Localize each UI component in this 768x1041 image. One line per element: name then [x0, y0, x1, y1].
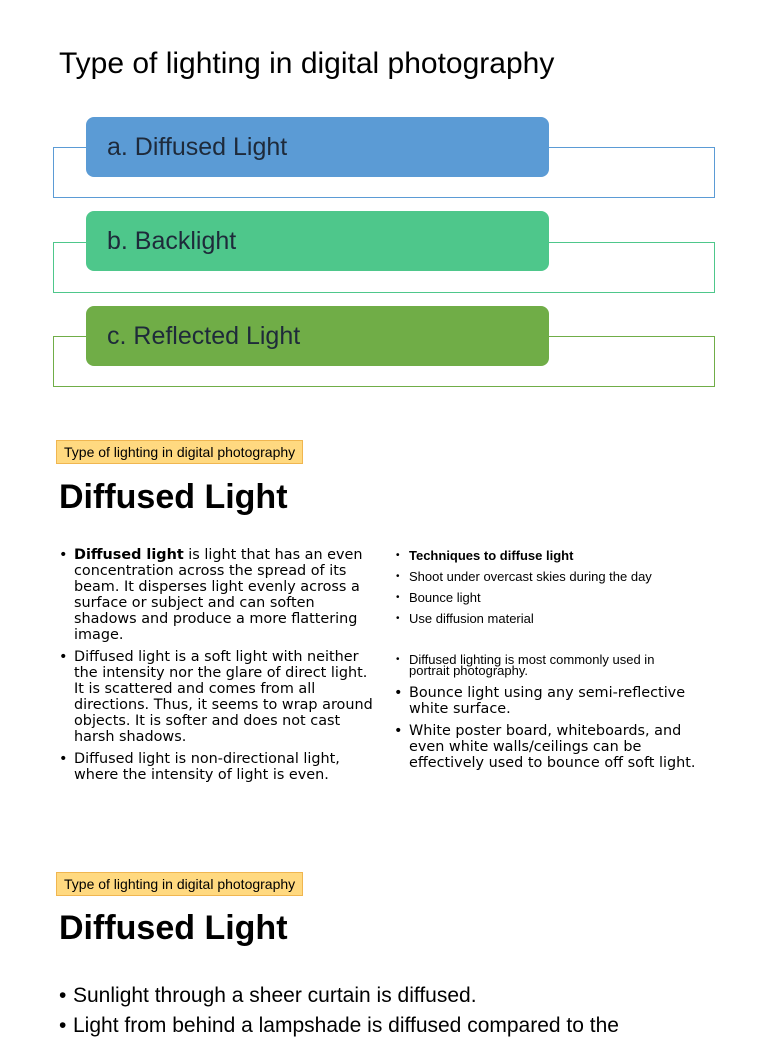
slide2-bounce-list [394, 685, 714, 777]
slide3-heading: Diffused Light [59, 909, 288, 947]
list-item: • Sunlight through a sheer curtain is diffused. [59, 981, 619, 1011]
list-item: • Techniques to diffuse light [394, 548, 714, 569]
slide3-tag: Type of lighting in digital photography [56, 872, 303, 896]
slide2-techniques-list [394, 548, 714, 632]
item-backlight: b. Backlight [86, 211, 549, 271]
list-item: • Shoot under overcast skies during the day [394, 569, 714, 590]
slide1-title: Type of lighting in digital photography [59, 47, 555, 80]
list-item: • Diffused light is non-directional light, where the intensity of light is even. [59, 751, 379, 783]
list-item: • Diffused lighting is most commonly used in portrait photography. [394, 654, 664, 676]
slide2-tag: Type of lighting in digital photography [56, 440, 303, 464]
list-item: • Bounce light using any semi-reflective white surface. [394, 685, 714, 717]
list-item: • White poster board, whiteboards, and even white walls/ceilings can be effectively used to bounce off soft light. [394, 723, 714, 771]
list-item: • Light from behind a lampshade is diffused compared to the [59, 1011, 619, 1041]
slide3-bullets [59, 981, 619, 1041]
slide2-left-bullets [59, 547, 379, 789]
slide2-portrait-note [394, 654, 664, 676]
list-item: • Diffused light is light that has an even concentration across the spread of its beam. It disperses light evenly across a surface or subject and can soften shadows and produce a more flattering image. [59, 547, 379, 643]
list-item: • Use diffusion material [394, 611, 714, 632]
slide2-heading: Diffused Light [59, 478, 288, 516]
item-diffused-light: a. Diffused Light [86, 117, 549, 177]
list-item: • Diffused light is a soft light with neither the intensity nor the glare of direct light. It is scattered and comes from all directions. Thus, it seems to wrap around objects. It is softer and does not cast harsh shadows. [59, 649, 379, 745]
item-reflected-light: c. Reflected Light [86, 306, 549, 366]
list-item: • Bounce light [394, 590, 714, 611]
